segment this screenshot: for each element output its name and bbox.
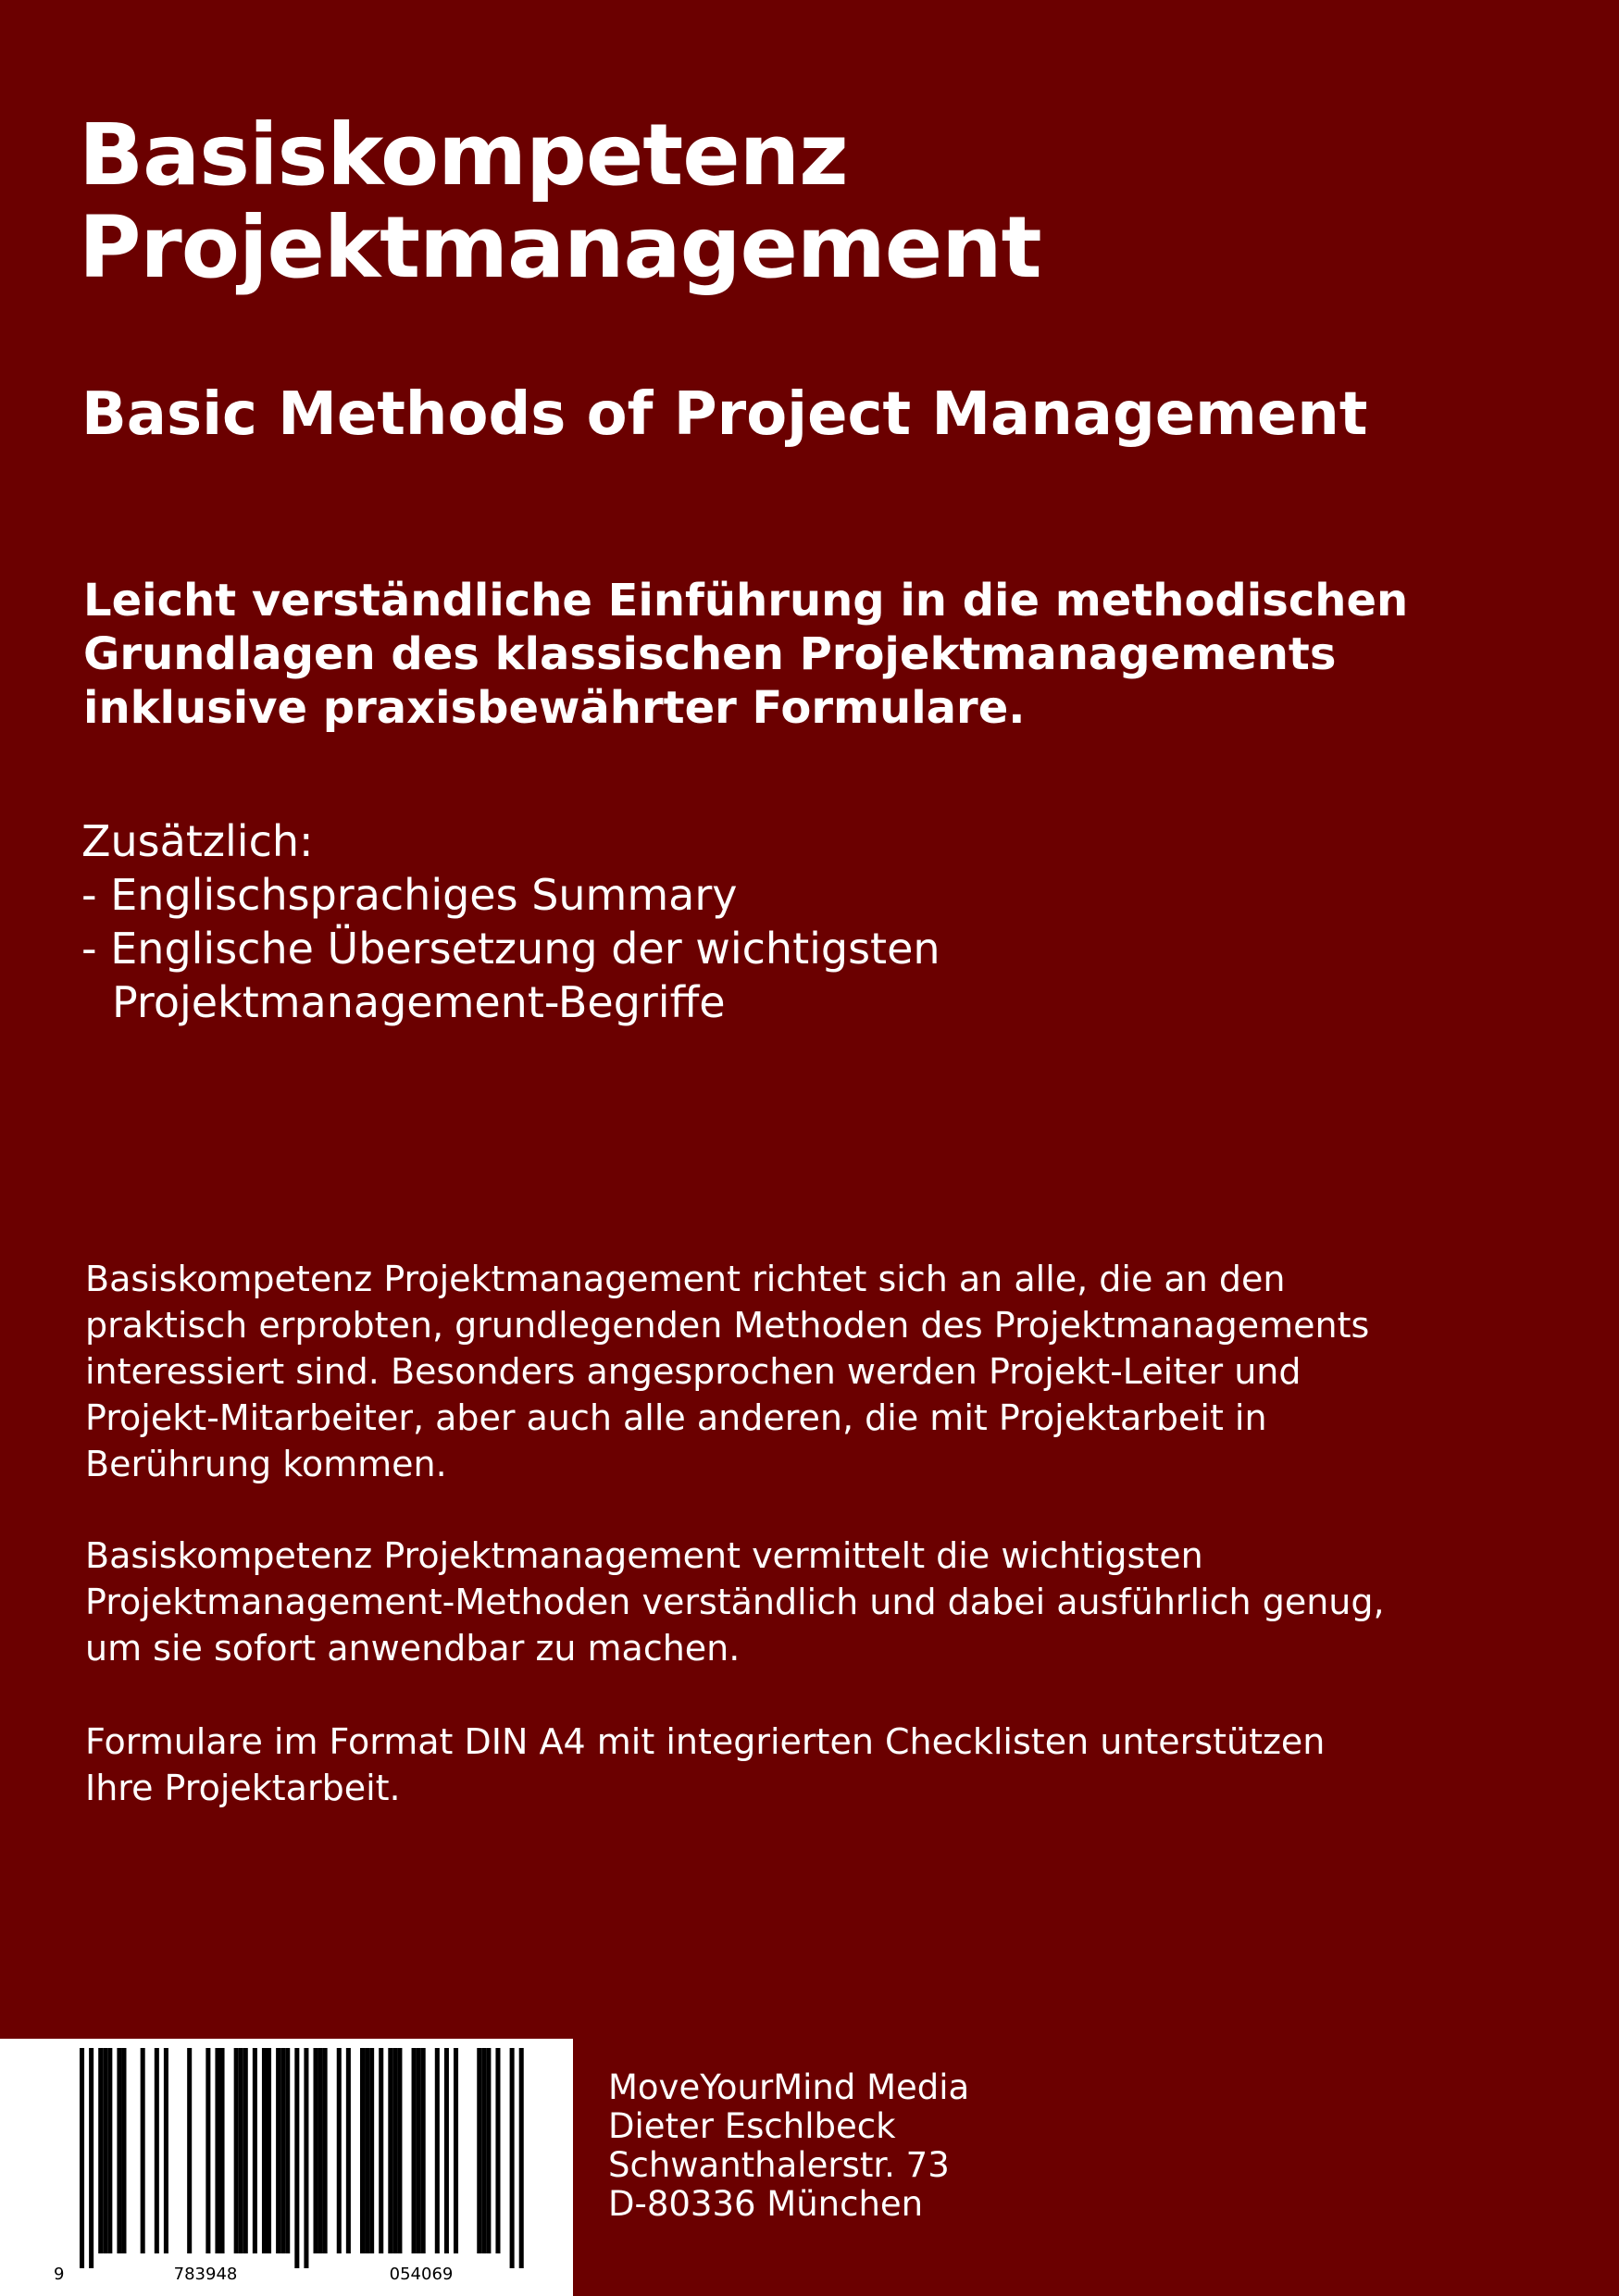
barcode-bar (280, 2048, 285, 2253)
paragraph-line: Basiskompetenz Projektmanagement vermittelt die wichtigsten (85, 1535, 1203, 1576)
isbn-barcode (0, 2039, 573, 2296)
barcode-bar (121, 2048, 126, 2253)
barcode-bar (519, 2048, 524, 2268)
barcode-bar (215, 2048, 219, 2253)
intro-line-2: Grundlagen des klassischen Projektmanagements (83, 628, 1337, 680)
barcode-bar (294, 2048, 299, 2268)
barcode-bar (346, 2048, 351, 2253)
barcode-graphic (0, 2039, 573, 2296)
barcode-bar (98, 2048, 103, 2253)
barcode-bar (360, 2048, 365, 2253)
paragraph-line: Basiskompetenz Projektmanagement richtet sich an alle, die an den (85, 1259, 1286, 1299)
barcode-bar (253, 2048, 257, 2253)
publisher-name: MoveYourMind Media (608, 2067, 970, 2107)
paragraph-line: Ihre Projektarbeit. (85, 1768, 401, 1808)
barcode-bar (510, 2048, 515, 2268)
book-title-line-2: Projektmanagement (79, 198, 1041, 297)
barcode-bar (80, 2048, 84, 2268)
barcode-bar (477, 2048, 481, 2253)
barcode-bar (417, 2048, 421, 2253)
description-paragraph-2 (85, 1533, 1566, 1671)
barcode-bar (481, 2048, 486, 2253)
barcode-bar (412, 2048, 417, 2253)
barcode-bar (337, 2048, 342, 2253)
barcode-digits-left: 783948 (173, 2265, 238, 2284)
paragraph-line: Projektmanagement-Methoden verständlich und dabei ausführlich genug, (85, 1582, 1385, 1622)
barcode-bar (444, 2048, 449, 2253)
extras-list (81, 814, 1563, 1029)
book-title (79, 105, 1560, 297)
intro-line-1: Leicht verständliche Einführung in die methodischen (83, 575, 1409, 627)
barcode-bar (117, 2048, 121, 2253)
barcode-digit-lead: 9 (54, 2265, 65, 2284)
barcode-bar (89, 2048, 93, 2268)
barcode-bar (267, 2048, 271, 2253)
barcode-bar (435, 2048, 440, 2253)
paragraph-line: Projekt-Mitarbeiter, aber auch alle anderen, die mit Projektarbeit in (85, 1397, 1267, 1438)
barcode-bar (379, 2048, 383, 2253)
barcode-bar (164, 2048, 168, 2253)
barcode-bar (392, 2048, 397, 2253)
barcode-bar (323, 2048, 328, 2253)
book-title-line-1: Basiskompetenz (79, 105, 848, 205)
extras-item-2: - Englische Übersetzung der wichtigsten (81, 924, 940, 974)
barcode-bar (304, 2048, 308, 2268)
book-subtitle: Basic Methods of Project Management (81, 380, 1368, 449)
paragraph-line: Berührung kommen. (85, 1444, 447, 1484)
paragraph-line: um sie sofort anwendbar zu machen. (85, 1628, 741, 1669)
barcode-bar (388, 2048, 392, 2253)
barcode-bar (187, 2048, 192, 2253)
barcode-bar (285, 2048, 290, 2253)
barcode-bar (155, 2048, 159, 2253)
barcode-bar (220, 2048, 225, 2253)
barcode-bar (262, 2048, 267, 2253)
intro-blurb (83, 574, 1564, 735)
description-paragraph-1 (85, 1256, 1566, 1487)
barcode-bar (318, 2048, 323, 2253)
paragraph-line: praktisch erprobten, grundlegenden Methoden des Projektmanagements (85, 1305, 1370, 1346)
barcode-bar (141, 2048, 145, 2253)
publisher-street: Schwanthalerstr. 73 (608, 2145, 950, 2185)
barcode-digits-right: 054069 (389, 2265, 454, 2284)
barcode-bar (103, 2048, 107, 2253)
barcode-bar (486, 2048, 491, 2253)
description-paragraph-3 (85, 1719, 1566, 1811)
publisher-contact: Dieter Eschlbeck (608, 2106, 896, 2146)
intro-line-3: inklusive praxisbewährter Formulare. (83, 682, 1026, 734)
barcode-bar (243, 2048, 248, 2253)
publisher-address (608, 2068, 969, 2224)
barcode-bar (205, 2048, 210, 2253)
barcode-bar (107, 2048, 112, 2253)
paragraph-line: Formulare im Format DIN A4 mit integrierten Checklisten unterstützen (85, 1721, 1326, 1762)
barcode-bar (495, 2048, 500, 2253)
barcode-bar (369, 2048, 374, 2253)
barcode-bar (365, 2048, 369, 2253)
barcode-bar (239, 2048, 243, 2253)
publisher-city: D-80336 München (608, 2184, 924, 2224)
barcode-bar (276, 2048, 280, 2253)
barcode-bar (397, 2048, 402, 2253)
barcode-bar (314, 2048, 318, 2253)
paragraph-line: interessiert sind. Besonders angesprochen werden Projekt-Leiter und (85, 1351, 1301, 1392)
barcode-bars (80, 2048, 524, 2268)
extras-item-1: - Englischsprachiges Summary (81, 870, 738, 920)
barcode-bar (421, 2048, 426, 2253)
extras-item-2-continued: Projektmanagement-Begriffe (112, 977, 726, 1027)
barcode-bar (234, 2048, 239, 2253)
barcode-bar (454, 2048, 458, 2253)
extras-heading: Zusätzlich: (81, 816, 314, 866)
